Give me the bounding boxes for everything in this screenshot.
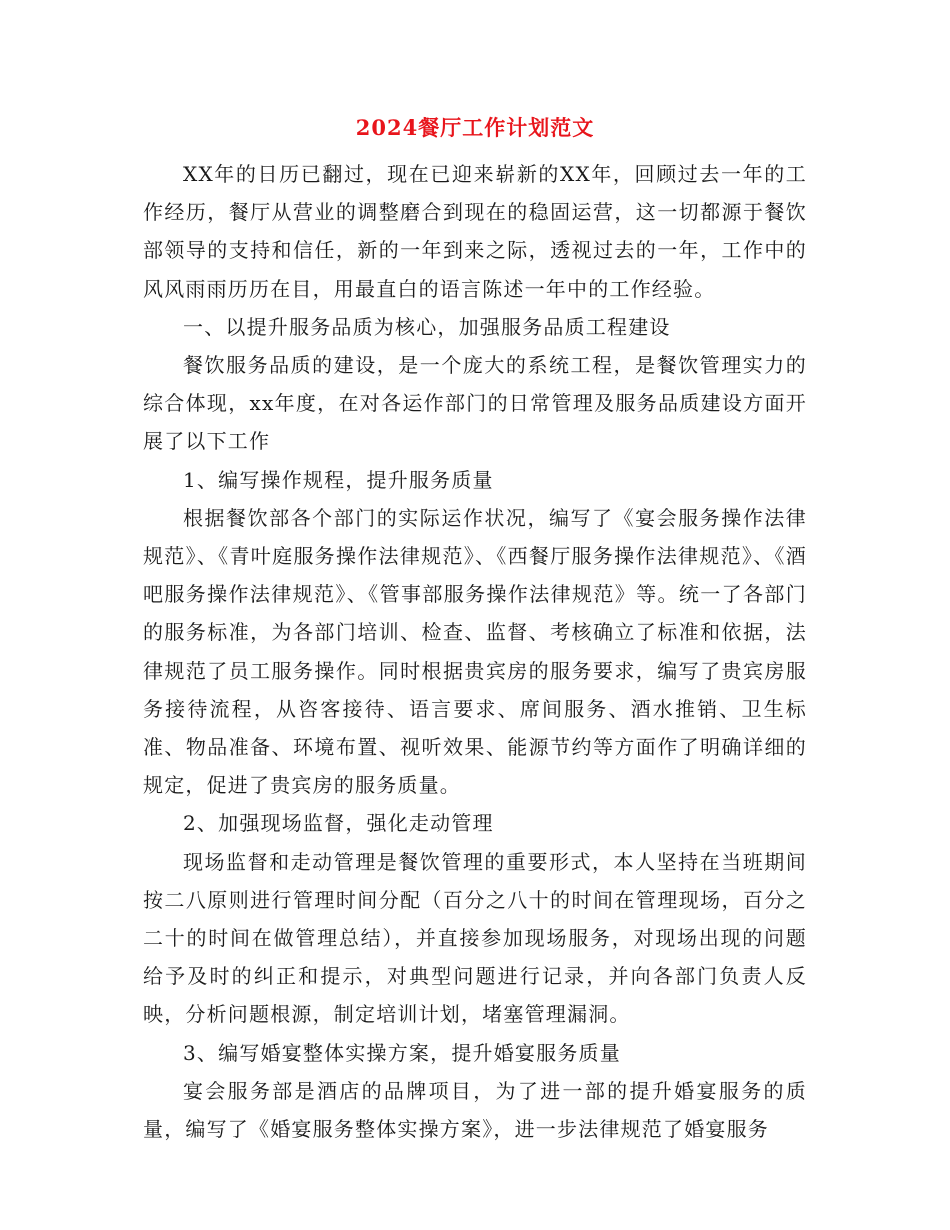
subsection-heading: 2、加强现场监督，强化走动管理 (183, 811, 494, 836)
subsection-heading: 3、编写婚宴整体实操方案，提升婚宴服务质量 (183, 1040, 621, 1065)
paragraph: 根据餐饮部各个部门的实际运作状况，编写了《宴会服务操作法律规范》、《青叶庭服务操作法律规范》、《西餐厅服务操作法律规范》、《酒吧服务操作法律规范》、《管事部服务操作法律规范》等。统一了各部门的服务标准，为各部门培训、检查、监督、考核确立了标准和依据，法律规范了员工服务操作。同时根据贵宾房的服务要求，编写了贵宾房服务接待流程，从咨客接待、语言要求、席间服务、酒水推销、卫生标准、物品准备、环境布置、视听效果、能源节约等方面作了明确详细的规定，促进了贵宾房的服务质量。 (143, 505, 807, 798)
document-body (143, 155, 807, 1148)
paragraph-intro: XX年的日历已翻过，现在已迎来崭新的XX年，回顾过去一年的工作经历，餐厅从营业的调整磨合到现在的稳固运营，这一切都源于餐饮部领导的支持和信任，新的一年到来之际，透视过去的一年，工作中的风风雨雨历历在目，用最直白的语言陈述一年中的工作经验。 (143, 162, 807, 301)
paragraph: 餐饮服务品质的建设，是一个庞大的系统工程，是餐饮管理实力的综合体现，xx年度，在对各运作部门的日常管理及服务品质建设方面开展了以下工作 (143, 353, 807, 454)
paragraph: 宴会服务部是酒店的品牌项目，为了进一部的提升婚宴服务的质量，编写了《婚宴服务整体实操方案》，进一步法律规范了婚宴服务 (143, 1078, 807, 1142)
paragraph: 现场监督和走动管理是餐饮管理的重要形式，本人坚持在当班期间按二八原则进行管理时间分配（百分之八十的时间在管理现场，百分之二十的时间在做管理总结），并直接参加现场服务，对现场出现的问题给予及时的纠正和提示，对典型问题进行记录，并向各部门负责人反映，分析问题根源，制定培训计划，堵塞管理漏洞。 (143, 849, 807, 1027)
section-heading: 一、以提升服务品质为核心，加强服务品质工程建设 (183, 314, 671, 339)
subsection-heading: 1、编写操作规程，提升服务质量 (183, 467, 494, 492)
page-title: 2024餐厅工作计划范文 (355, 115, 595, 140)
